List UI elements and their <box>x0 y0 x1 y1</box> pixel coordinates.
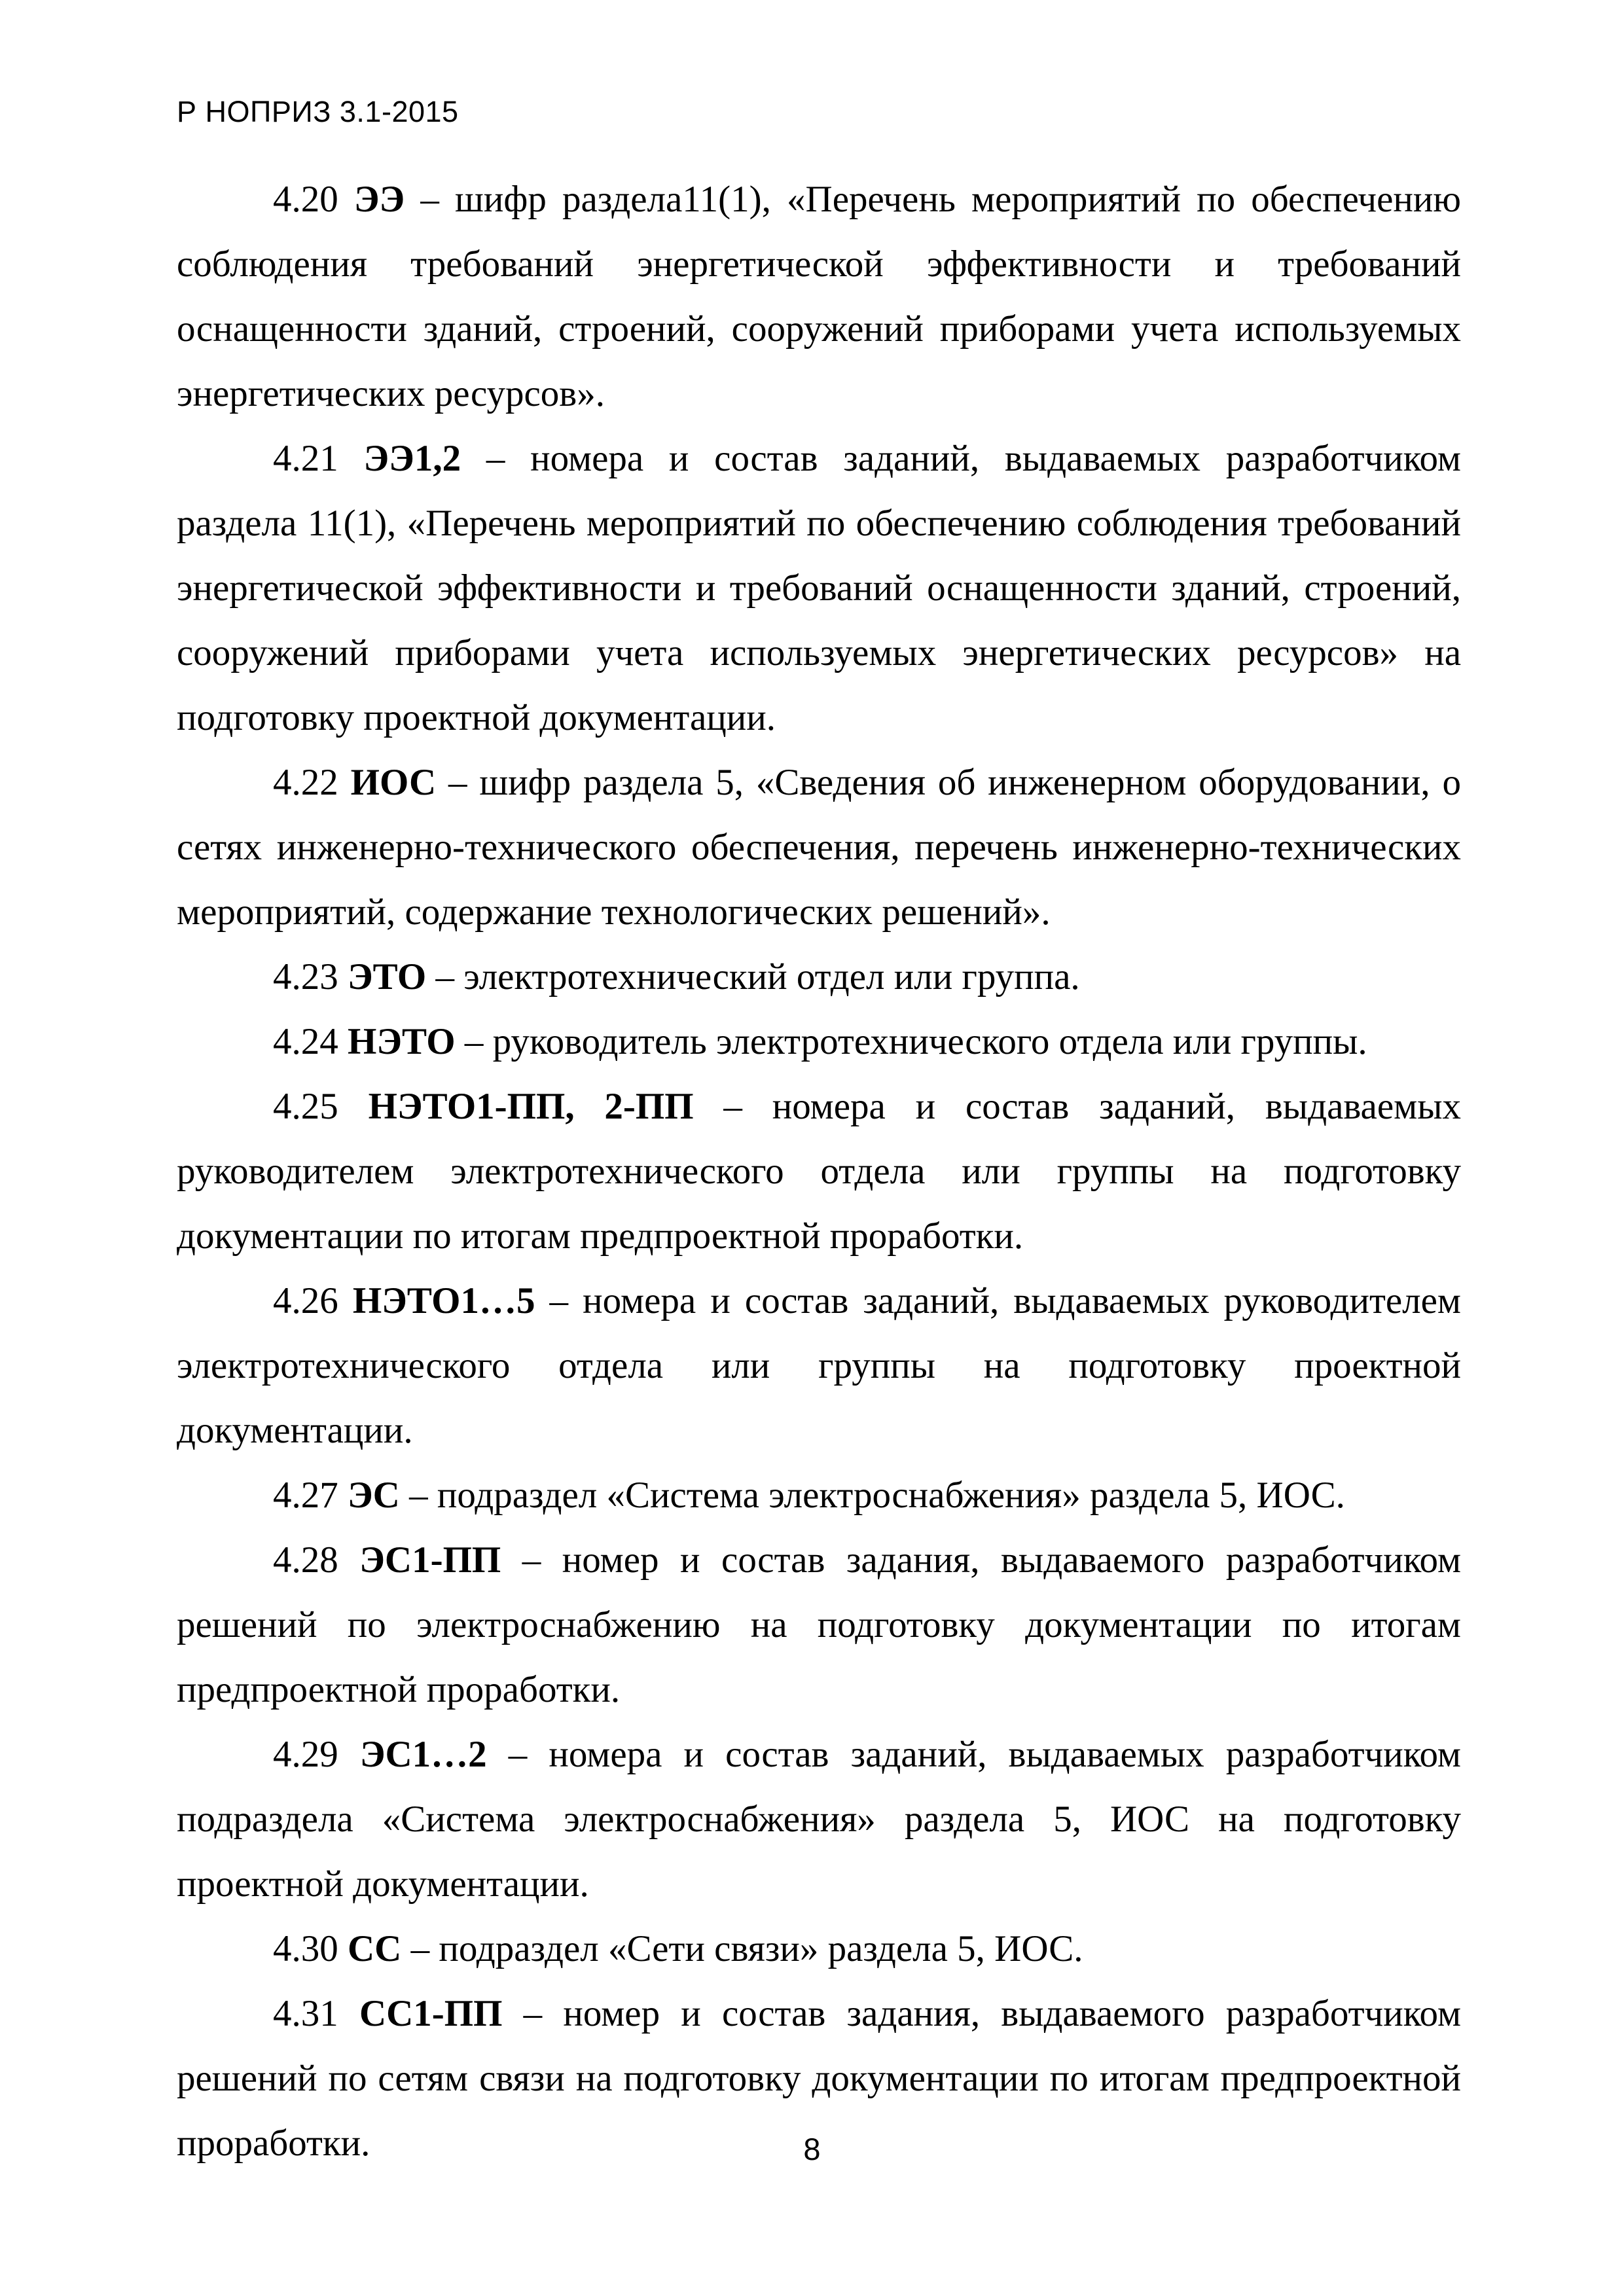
paragraph-text: – подраздел «Система электроснабжения» раздела 5, ИОС. <box>399 1475 1345 1516</box>
paragraph-4-22 <box>177 750 1461 944</box>
paragraph-text: – подраздел «Сети связи» раздела 5, ИОС. <box>401 1928 1083 1969</box>
term-abbreviation: ЭС1…2 <box>359 1734 487 1775</box>
paragraph-number: 4.28 <box>273 1539 338 1581</box>
paragraph-text: – номера и состав заданий, выдаваемых разработчиком раздела 11(1), «Перечень мероприятий по обеспечению соблюдения требований энергетической эффективности и требований оснащенности зданий, строений, сооружений приборами учета используемых энергетических ресурсов» на подготовку проектной документации. <box>177 438 1461 738</box>
term-abbreviation: ЭС1-ПП <box>359 1539 501 1581</box>
paragraph-number: 4.22 <box>273 762 338 803</box>
term-abbreviation: ЭС <box>348 1475 400 1516</box>
page-number: 8 <box>803 2132 821 2166</box>
paragraph-number: 4.25 <box>273 1086 338 1127</box>
paragraph-text: – номер и состав задания, выдаваемого разработчиком решений по сетям связи на подготовку документации по итогам предпроектной проработки. <box>177 1993 1462 2164</box>
paragraph-4-21 <box>177 426 1461 750</box>
term-abbreviation: ЭЭ1,2 <box>363 438 461 479</box>
paragraph-text: – номер и состав задания, выдаваемого разработчиком решений по электроснабжению на подготовку документации по итогам предпроектной проработки. <box>177 1539 1462 1710</box>
paragraph-4-26 <box>177 1268 1461 1463</box>
term-abbreviation: ЭЭ <box>353 179 405 220</box>
term-abbreviation: СС1-ПП <box>359 1993 503 2034</box>
paragraph-4-27 <box>177 1463 1461 1528</box>
paragraph-4-23 <box>177 944 1461 1009</box>
paragraph-number: 4.30 <box>273 1928 338 1969</box>
paragraph-text: – шифр раздела 5, «Сведения об инженерном оборудовании, о сетях инженерно-технического обеспечения, перечень инженерно-технических мероприятий, содержание технологических решений». <box>177 762 1462 933</box>
paragraph-text: – номера и состав заданий, выдаваемых разработчиком подраздела «Система электроснабжения» раздела 5, ИОС на подготовку проектной документации. <box>177 1734 1461 1905</box>
paragraph-text: – руководитель электротехнического отдела или группы. <box>455 1021 1367 1062</box>
term-abbreviation: СС <box>348 1928 402 1969</box>
paragraph-number: 4.20 <box>273 179 338 220</box>
document-code-header: Р НОПРИЗ 3.1-2015 <box>177 95 459 128</box>
paragraph-number: 4.27 <box>273 1475 338 1516</box>
term-abbreviation: НЭТО <box>348 1021 456 1062</box>
paragraph-number: 4.23 <box>273 956 338 997</box>
term-abbreviation: НЭТО1…5 <box>352 1280 535 1321</box>
paragraph-4-30 <box>177 1916 1461 1981</box>
paragraph-number: 4.31 <box>273 1993 338 2034</box>
paragraph-4-28 <box>177 1528 1461 1722</box>
term-abbreviation: ИОС <box>350 762 437 803</box>
paragraph-text: – шифр раздела11(1), «Перечень мероприятий по обеспечению соблюдения требований энергетической эффективности и требований оснащенности зданий, строений, сооружений приборами учета используемых энергетических ресурсов». <box>177 179 1461 414</box>
paragraph-number: 4.26 <box>273 1280 338 1321</box>
paragraph-4-20 <box>177 167 1461 426</box>
document-body <box>177 167 1461 2176</box>
paragraph-number: 4.29 <box>273 1734 338 1775</box>
paragraph-4-29 <box>177 1722 1461 1916</box>
paragraph-number: 4.24 <box>273 1021 338 1062</box>
paragraph-text: – электротехнический отдел или группа. <box>426 956 1080 997</box>
paragraph-number: 4.21 <box>273 438 338 479</box>
paragraph-text: – номера и состав заданий, выдаваемых руководителем электротехнического отдела или группы на подготовку документации по итогам предпроектной проработки. <box>177 1086 1461 1257</box>
term-abbreviation: ЭТО <box>348 956 427 997</box>
paragraph-4-24 <box>177 1009 1461 1074</box>
paragraph-text: – номера и состав заданий, выдаваемых руководителем электротехнического отдела или группы на подготовку проектной документации. <box>177 1280 1461 1451</box>
paragraph-4-25 <box>177 1074 1461 1268</box>
term-abbreviation: НЭТО1-ПП, 2-ПП <box>368 1086 694 1127</box>
